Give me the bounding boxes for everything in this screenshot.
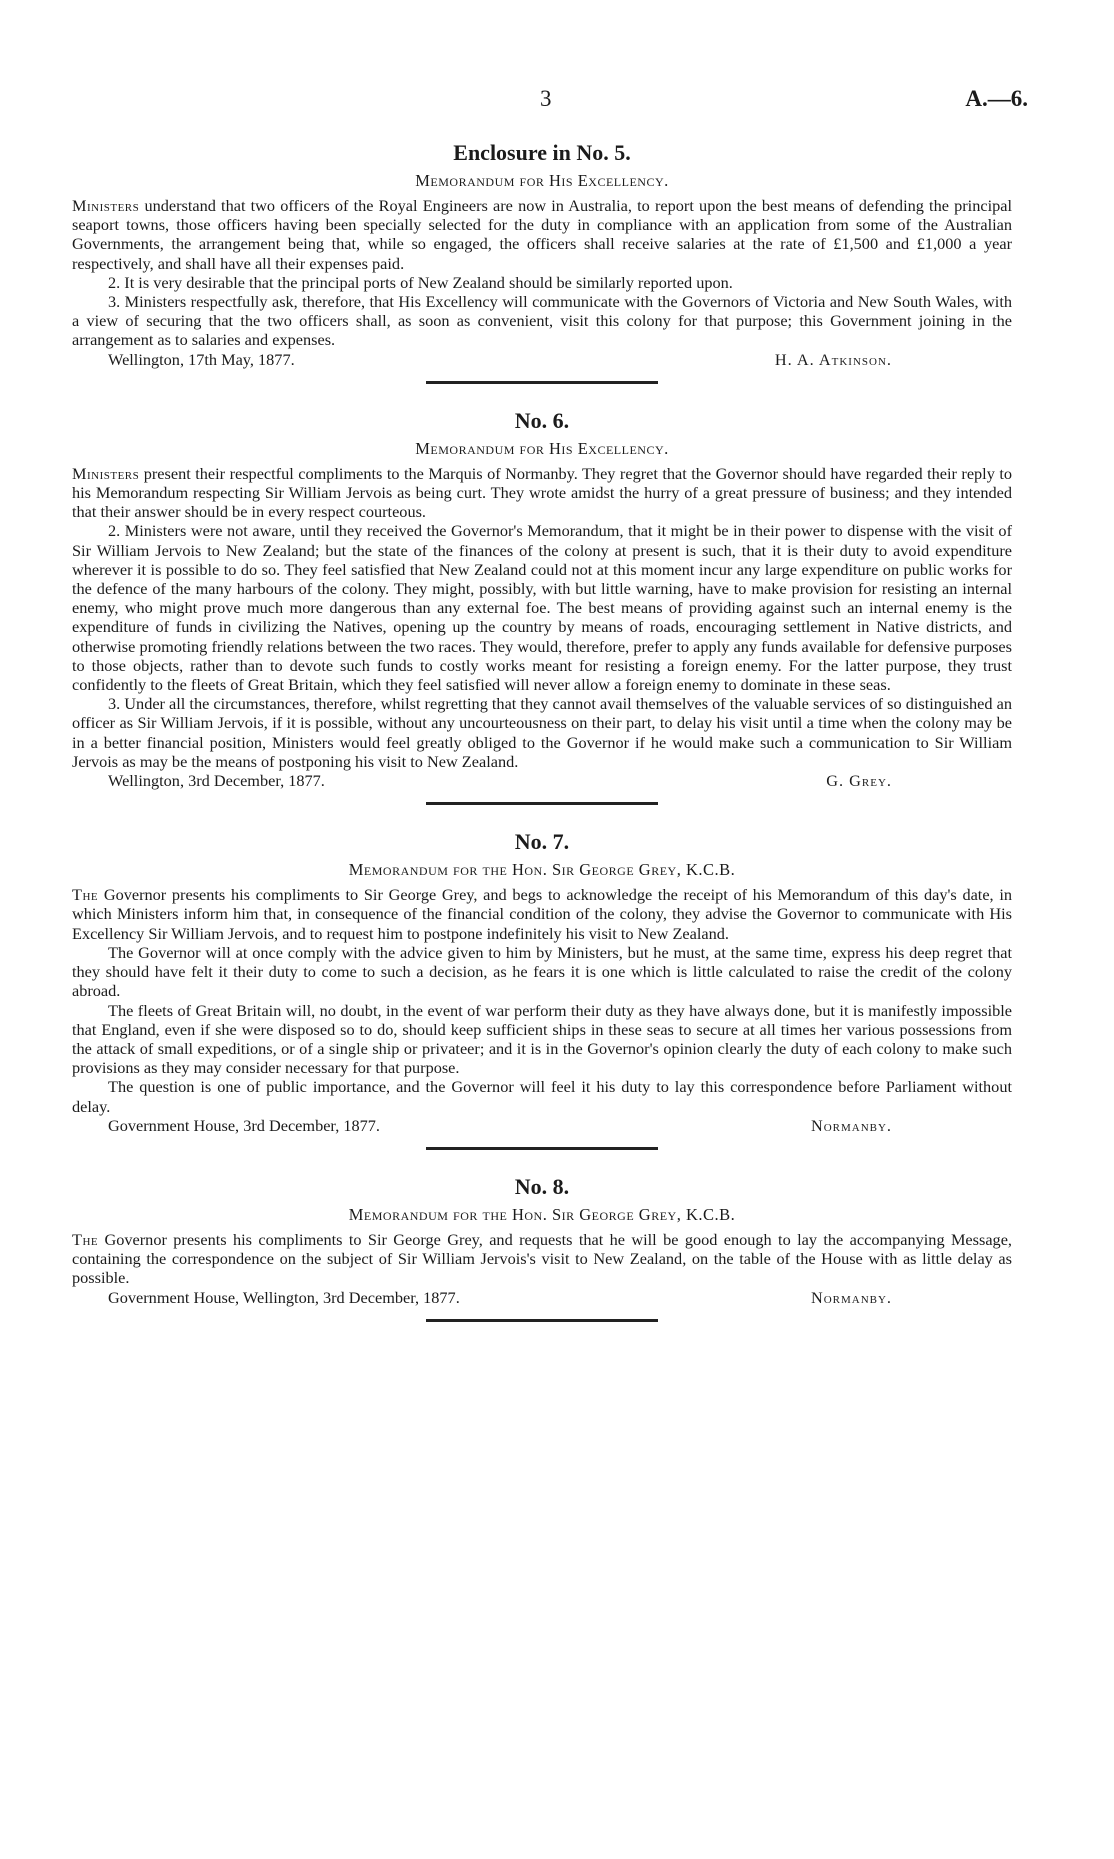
- place-date: Wellington, 3rd December, 1877.: [108, 771, 325, 791]
- signature: H. A. Atkinson.: [774, 349, 892, 369]
- paragraph-text: Governor presents his compliments to Sir George Grey, and requests that he will be good enough to lay the accompanying Message, containing the correspondence on the subject of Sir William Jervois's visit to New Zealand, on the table of the House with as little delay as possible.: [72, 1229, 1012, 1288]
- document-reference: A.—6.: [965, 86, 1028, 111]
- section-divider: [426, 381, 658, 384]
- signoff: [72, 1116, 1012, 1135]
- paragraph-text: understand that two officers of the Royal Engineers are now in Australia, to report upon the best means of defending the principal seaport towns, those officers having been specially selected for the duty in compliance with an application from some of the Australian Governments, the arrangement being that, while so engaged, the officers shall receive salaries at the rate of £1,500 and £1,000 a year respectively, and shall have all their expenses paid.: [72, 196, 1012, 273]
- section-divider: [426, 802, 658, 805]
- section-title: No. 6.: [514, 407, 570, 433]
- paragraph: 3. Ministers respectfully ask, therefore, that His Excellency will communicate with the Governors of Victoria and New South Wales, with a view of securing that the two officers shall, as soon as convenient, visit this colony for that purpose; this Government joining in the arrangement as to salaries and expenses.: [72, 292, 1012, 350]
- paragraph: 2. It is very desirable that the principal ports of New Zealand should be similarly reported upon.: [108, 272, 733, 292]
- signature: Normanby.: [810, 1287, 892, 1307]
- signoff: [72, 350, 1012, 369]
- signature: G. Grey.: [826, 771, 892, 791]
- page-number: 3: [540, 86, 552, 111]
- paragraph: 3. Under all the circumstances, therefore, whilst regretting that they cannot avail themselves of the valuable services of so distinguished an officer as Sir William Jervois, if it is possible, without any uncourteousness on their part, to delay his visit until a time when the colony may be in a better financial position, Ministers would feel greatly obliged to the Governor if he would make such a communication to Sir William Jervois as may be the means of postponing his visit to New Zealand.: [72, 694, 1012, 771]
- section-enclosure-no-5: [72, 138, 1012, 384]
- paragraph: [72, 1230, 1012, 1288]
- paragraph: The question is one of public importance, and the Governor will feel it his duty to lay this correspondence before Parliament without delay.: [72, 1077, 1012, 1116]
- section-no-8: [72, 1172, 1012, 1322]
- paragraph: 2. Ministers were not aware, until they received the Governor's Memorandum, that it might be in their power to dispense with the visit of Sir William Jervois to New Zealand; but the state of the finances of the colony at present is such, that it is their duty to avoid expenditure wherever it is possible to do so. They feel satisfied that New Zealand could not at this moment incur any large expenditure on public works for the defence of the many harbours of the colony. They might, possibly, with but little warning, have to make provision for resisting an internal enemy, who might prove much more dangerous than any external foe. The best means of providing against such an internal enemy is the expenditure of funds in civilizing the Natives, opening up the country by means of roads, encouraging settlement in Native districts, and otherwise promoting friendly relations between the two races. They would, therefore, prefer to apply any funds available for defensive purposes to those objects, rather than to devote such funds to costly works meant for resisting a foreign enemy. For the latter purpose, they trust confidently to the fleets of Great Britain, which they feel satisfied will never allow a foreign enemy to dominate in these seas.: [72, 521, 1012, 695]
- section-no-7: [72, 827, 1012, 1150]
- signoff: [72, 771, 1012, 790]
- paragraph-lead: The: [72, 885, 99, 905]
- place-date: Government House, 3rd December, 1877.: [108, 1115, 380, 1135]
- section-no-6: [72, 406, 1012, 805]
- section-title: No. 7.: [514, 829, 570, 855]
- signature: Normanby.: [810, 1115, 892, 1135]
- place-date: Wellington, 17th May, 1877.: [108, 349, 295, 369]
- memo-heading: Memorandum for the Hon. Sir George Grey, K.C.B.: [348, 1204, 736, 1224]
- memo-heading: Memorandum for His Excellency.: [415, 171, 669, 190]
- paragraph-lead: Ministers: [72, 196, 140, 215]
- memo-heading: Memorandum for His Excellency.: [415, 438, 669, 458]
- paragraph: The fleets of Great Britain will, no doubt, in the event of war perform their duty as they have always done, but it is manifestly impossible that England, even if she were disposed so to do, should keep sufficient ships in these seas to secure at all times her various possessions from the attack of small expeditions, or of a single ship or privateer; and it is in the Governor's opinion clearly the duty of each colony to make such provisions as they may consider necessary for that purpose.: [72, 1000, 1012, 1078]
- section-title: Enclosure in No. 5.: [453, 140, 631, 165]
- paragraph-lead: The: [72, 1229, 99, 1249]
- paragraph-text: Governor presents his compliments to Sir George Grey, and begs to acknowledge the receipt of his Memorandum of this day's date, in which Ministers inform him that, in consequence of the financial condition of the colony, they advise the Governor to communicate with His Excellency Sir William Jervois, and to request him to postpone indefinitely his visit to New Zealand.: [72, 885, 1012, 943]
- signoff: [72, 1288, 1012, 1307]
- section-divider: [426, 1147, 658, 1150]
- section-divider: [426, 1319, 658, 1322]
- place-date: Government House, Wellington, 3rd December, 1877.: [108, 1287, 460, 1307]
- paragraph-lead: Ministers: [72, 463, 140, 483]
- paragraph-text: present their respectful compliments to the Marquis of Normanby. They regret that the Governor should have regarded their reply to his Memorandum respecting Sir William Jervois as being curt. They wrote amidst the hurry of a great pressure of business; and they intended that their answer should be in every respect courteous.: [72, 463, 1012, 522]
- paragraph: The Governor will at once comply with the advice given to him by Ministers, but he must, at the same time, express his deep regret that they should have felt it their duty to come to such a decision, as he fears it is one which is little calculated to raise the credit of the colony abroad.: [72, 942, 1012, 1001]
- section-title: No. 8.: [514, 1173, 570, 1199]
- memo-heading: Memorandum for the Hon. Sir George Grey, K.C.B.: [348, 860, 736, 880]
- paragraph: [72, 464, 1012, 522]
- paragraph: [72, 196, 1012, 273]
- page-header: [0, 86, 1114, 116]
- document-body: [72, 138, 1012, 1344]
- paragraph: [72, 885, 1012, 943]
